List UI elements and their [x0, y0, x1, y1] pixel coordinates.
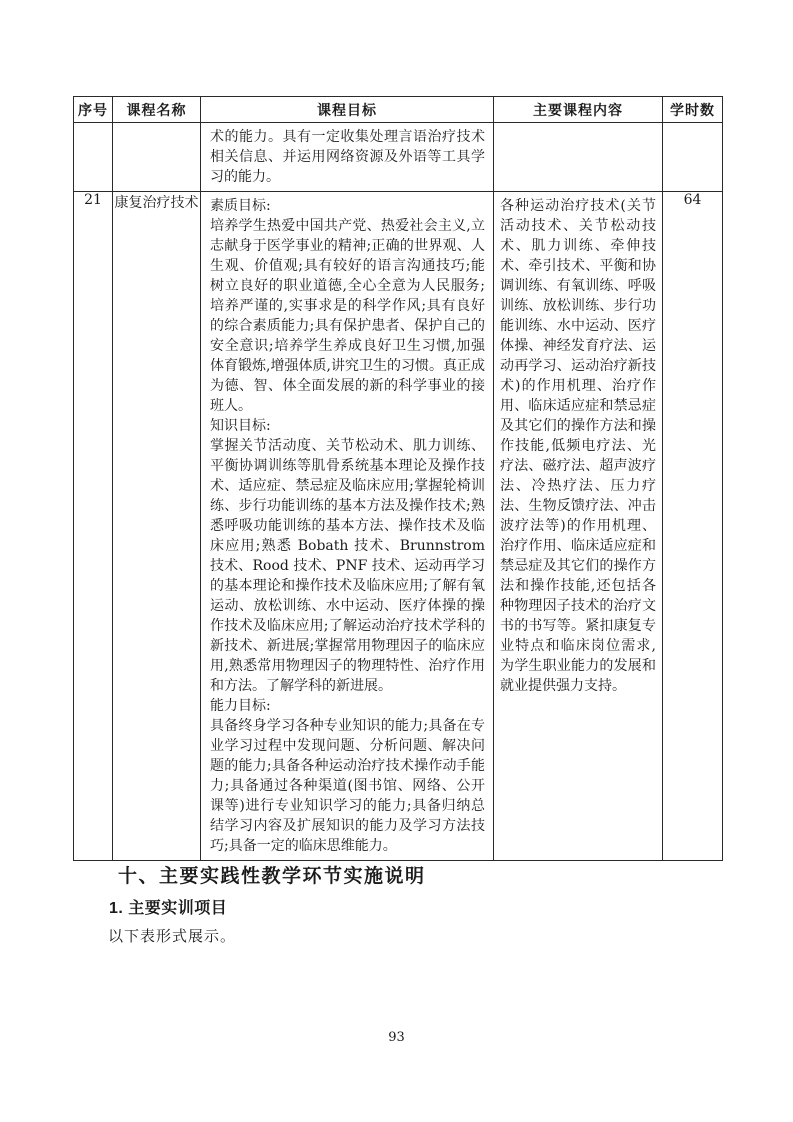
body-text: 以下表形式展示。 [108, 927, 237, 945]
continuation-row [74, 123, 723, 192]
course-objectives-cell [201, 192, 494, 861]
column-header-hours: 学时数 [663, 97, 723, 123]
continuation-name-cell [113, 123, 201, 192]
ability-objectives-text: 具备终身学习各种专业知识的能力;具备在专业学习过程中发现问题、分析问题、解决问题的能力;具备各种运动治疗技术操作动手能力;具备通过各种渠道(图书馆、网络、公开课等)进行专业知识学习的能力;具备归纳总结学习内容及扩展知识的能力及学习方法技巧;具备一定的临床思维能力。 [210, 718, 485, 854]
course-seq-cell: 21 [74, 192, 113, 861]
page-number: 93 [388, 1030, 405, 1045]
course-row [74, 192, 723, 861]
column-header-course-name: 课程名称 [113, 97, 201, 123]
quality-objectives-label: 素质目标: [210, 198, 271, 214]
column-header-objectives: 课程目标 [201, 97, 494, 123]
course-content-text: 各种运动治疗技术(关节活动技术、关节松动技术、肌力训练、牵伸技术、牵引技术、平衡和协调训练、有氧训练、呼吸训练、放松训练、步行功能训练、水中运动、医疗体操、神经发育疗法、运动再学习、运动治疗新技术)的作用机理、治疗作用、临床适应症和禁忌症及其它们的操作方法和操作技能,低频电疗法、光疗法、磁疗法、超声波疗法、冷热疗法、压力疗法、生物反馈疗法、冲击波疗法等)的作用机理、治疗作用、临床适应症和禁忌症及其它们的操作方法和操作技能,还包括各种物理因子技术的治疗文书的书写等。紧扣康复专业特点和临床岗位需求,为学生职业能力的发展和就业提供强力支持。 [500, 198, 656, 694]
quality-objectives-text: 培养学生热爱中国共产党、热爱社会主义,立志献身于医学事业的精神;正确的世界观、人生观、价值观;具有较好的语言沟通技巧;能树立良好的职业道德,全心全意为人民服务;培养严谨的,实事求是的科学作风;具有良好的综合素质能力;具有保护患者、保护自己的安全意识;培养学生养成良好卫生习惯,加强体育锻炼,增强体质,讲究卫生的习惯。真正成为德、智、体全面发展的新的科学事业的接班人。 [210, 218, 485, 414]
continuation-objectives-cell [201, 123, 494, 192]
table-header-row [74, 97, 723, 123]
knowledge-objectives-label: 知识目标: [210, 418, 271, 434]
course-name-cell: 康复治疗技术 [113, 192, 201, 861]
course-hours-cell: 64 [663, 192, 723, 861]
course-content-cell [494, 192, 663, 861]
ability-objectives-label: 能力目标: [210, 698, 271, 714]
continuation-objectives-text: 术的能力。具有一定收集处理言语治疗技术相关信息、并运用网络资源及外语等工具学习的能力。 [210, 129, 485, 185]
course-table [73, 96, 723, 861]
section-heading: 十、主要实践性教学环节实施说明 [118, 866, 426, 887]
continuation-hours-cell [663, 123, 723, 192]
continuation-content-cell [494, 123, 663, 192]
knowledge-objectives-text: 掌握关节活动度、关节松动术、肌力训练、平衡协调训练等肌骨系统基本理论及操作技术、适应症、禁忌症及临床应用;掌握轮椅训练、步行功能训练的基本方法及操作技术;熟悉呼吸功能训练的基本方法、操作技术及临床应用;熟悉 Bobath 技术、Brunnstrom 技术、Rood 技术、PNF 技术、运动再学习的基本理论和操作技术及临床应用;了解有氧运动、放松训练、水中运动、医疗体操的操作技术及临床应用;了解运动治疗技术学科的新技术、新进展;掌握常用物理因子的临床应用,熟悉常用物理因子的物理特性、治疗作用和方法。了解学科的新进展。 [210, 438, 485, 694]
continuation-seq-cell [74, 123, 113, 192]
subsection-heading: 1. 主要实训项目 [109, 900, 228, 917]
column-header-content: 主要课程内容 [494, 97, 663, 123]
course-objectives-block [201, 192, 493, 860]
column-header-seq: 序号 [74, 97, 113, 123]
